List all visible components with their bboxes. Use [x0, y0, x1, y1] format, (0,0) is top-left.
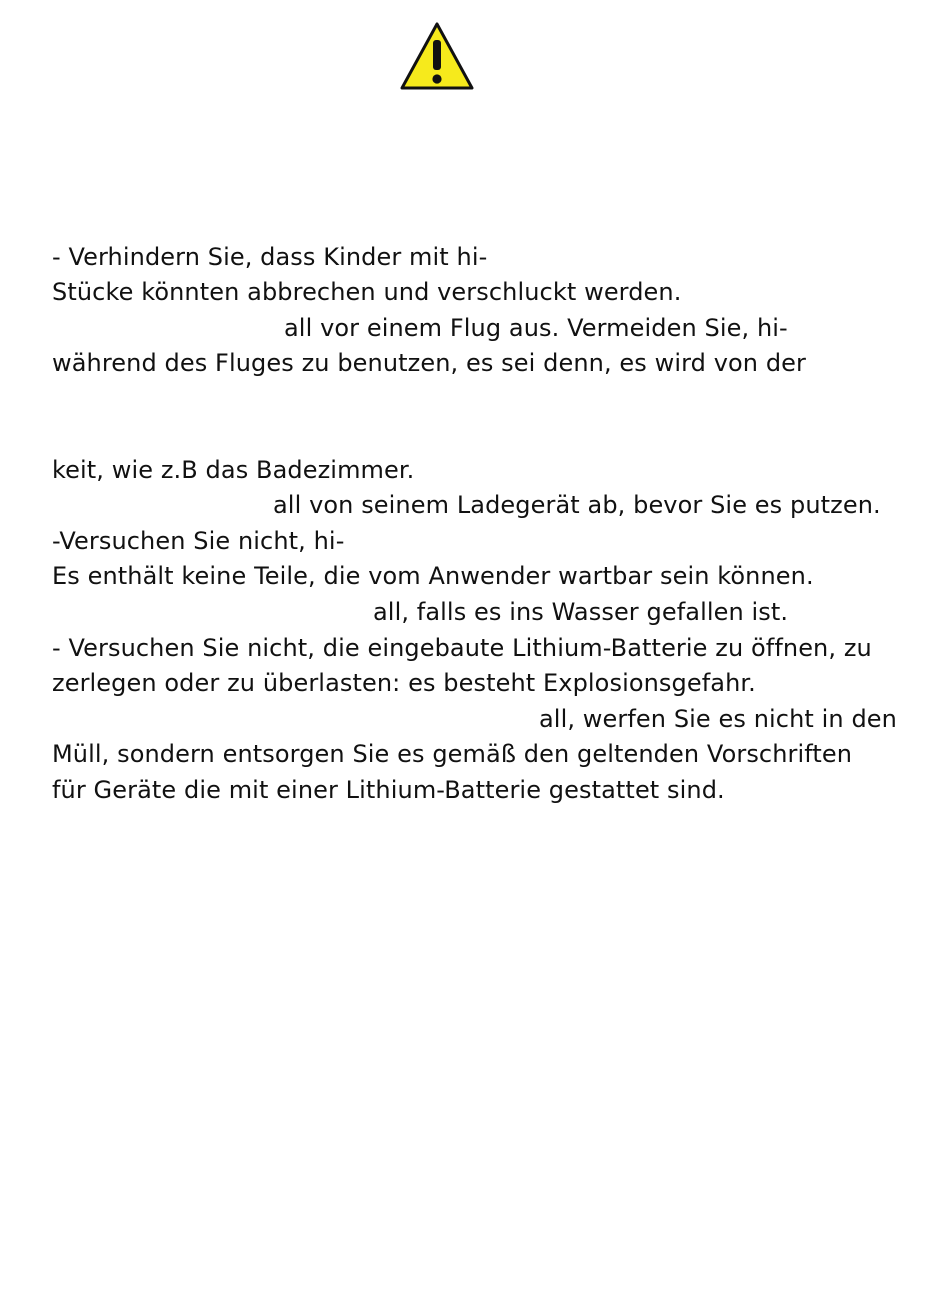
- warning-line-battery: - Versuchen Sie nicht, die eingebaute Lithium-Batterie zu öffnen, zu: [52, 634, 872, 662]
- warning-line-charger: all von seinem Ladegerät ab, bevor Sie es putzen.: [273, 491, 881, 519]
- warning-line-water: all, falls es ins Wasser gefallen ist.: [373, 598, 789, 626]
- warning-line-parts: Es enthält keine Teile, die vom Anwender wartbar sein können.: [52, 562, 814, 590]
- warning-line-regulations: Müll, sondern entsorgen Sie es gemäß den geltenden Vorschriften: [52, 740, 853, 768]
- warning-line-swallow: Stücke könnten abbrechen und verschluckt werden.: [52, 278, 682, 306]
- warning-line-lithium: für Geräte die mit einer Lithium-Batterie gestattet sind.: [52, 776, 725, 804]
- warning-line-children: - Verhindern Sie, dass Kinder mit hi-: [52, 243, 488, 271]
- warning-triangle-icon: [398, 20, 476, 92]
- warning-line-repair: -Versuchen Sie nicht, hi-: [52, 527, 345, 555]
- warning-line-explosion: zerlegen oder zu überlasten: es besteht Explosionsgefahr.: [52, 669, 756, 697]
- warning-line-flight: all vor einem Flug aus. Vermeiden Sie, hi-: [284, 314, 788, 342]
- warning-line-during-flight: während des Fluges zu benutzen, es sei denn, es wird von der: [52, 349, 807, 377]
- warning-line-humidity: keit, wie z.B das Badezimmer.: [52, 456, 415, 484]
- warning-line-disposal: all, werfen Sie es nicht in den: [539, 705, 897, 733]
